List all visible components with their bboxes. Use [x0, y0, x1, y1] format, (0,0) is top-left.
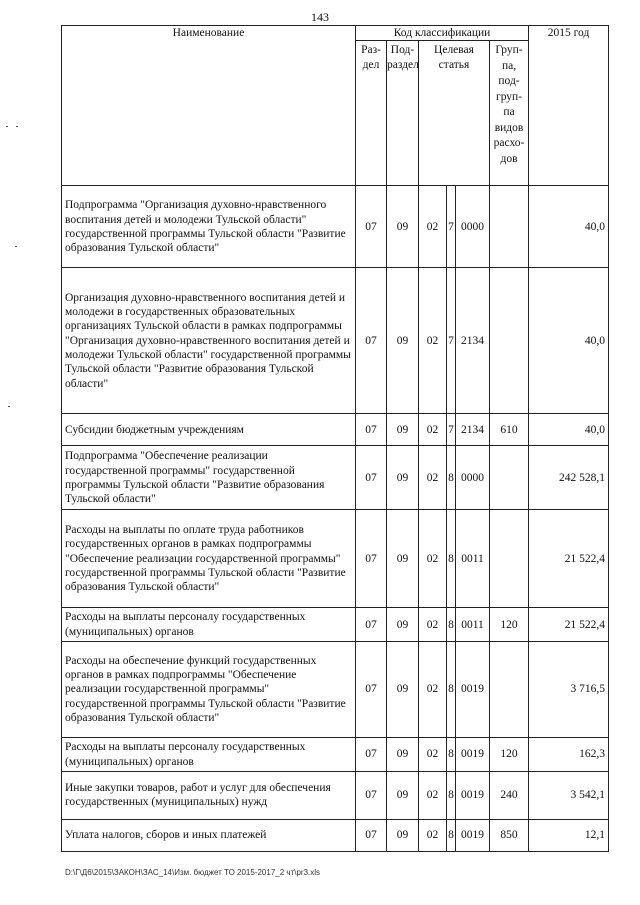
row-target-direction: 0011	[456, 608, 490, 642]
row-podrazdel: 09	[387, 642, 419, 738]
row-target-direction: 2134	[456, 414, 490, 446]
col-header-name: Наименование	[62, 26, 356, 186]
row-target-subprogram: 8	[447, 642, 456, 738]
row-target-subprogram: 8	[447, 738, 456, 772]
scan-speck	[15, 246, 17, 247]
row-name: Организация духовно-нравственного воспитания детей и молодежи в государственных образовательных организациях Тульской области в рамках подпрограммы "Организация духовно-нравственного воспитания детей и молодежи Тульской области" государственной программы Тульской области "Развитие образования Тульской области"	[62, 268, 356, 414]
row-expense-type	[490, 510, 529, 608]
row-expense-type	[490, 446, 529, 510]
row-name: Подпрограмма "Организация духовно-нравственного воспитания детей и молодежи Тульской области" государственной программы Тульской области "Развитие образования Тульской области"	[62, 186, 356, 268]
row-amount: 3 716,5	[529, 642, 609, 738]
row-name: Субсидии бюджетным учреждениям	[62, 414, 356, 446]
row-target-direction: 0019	[456, 738, 490, 772]
row-razdel: 07	[356, 738, 387, 772]
row-amount: 21 522,4	[529, 510, 609, 608]
row-target-subprogram: 8	[447, 819, 456, 851]
row-target-program: 02	[419, 819, 447, 851]
table-row	[62, 414, 609, 446]
row-amount: 40,0	[529, 414, 609, 446]
row-name: Подпрограмма "Обеспечение реализации государственной программы" государственной программы Тульской области "Развитие образования Тульской области"	[62, 446, 356, 510]
budget-table	[61, 25, 609, 852]
table-row	[62, 819, 609, 851]
row-expense-type	[490, 268, 529, 414]
row-expense-type	[490, 186, 529, 268]
row-podrazdel: 09	[387, 186, 419, 268]
scan-speck	[6, 126, 8, 127]
row-name: Расходы на обеспечение функций государственных органов в рамках подпрограммы "Обеспечение реализации государственной программы" государственной программы Тульской области "Развитие образования Тульской области"	[62, 642, 356, 738]
scan-speck	[8, 406, 10, 407]
row-podrazdel: 09	[387, 268, 419, 414]
page-number: 143	[311, 10, 329, 24]
row-target-program: 02	[419, 642, 447, 738]
table-row	[62, 268, 609, 414]
row-expense-type: 850	[490, 819, 529, 851]
col-header-year: 2015 год	[529, 26, 609, 186]
row-expense-type: 120	[490, 608, 529, 642]
row-target-direction: 0019	[456, 819, 490, 851]
table-row	[62, 608, 609, 642]
row-amount: 12,1	[529, 819, 609, 851]
row-amount: 40,0	[529, 186, 609, 268]
row-target-subprogram: 7	[447, 414, 456, 446]
table-row	[62, 642, 609, 738]
row-target-subprogram: 8	[447, 446, 456, 510]
row-razdel: 07	[356, 268, 387, 414]
col-header-podrazdel: Под- раздел	[387, 41, 419, 186]
row-name: Расходы на выплаты персоналу государственных (муниципальных) органов	[62, 608, 356, 642]
row-podrazdel: 09	[387, 738, 419, 772]
row-razdel: 07	[356, 642, 387, 738]
row-podrazdel: 09	[387, 446, 419, 510]
row-target-program: 02	[419, 268, 447, 414]
row-target-program: 02	[419, 414, 447, 446]
row-target-program: 02	[419, 738, 447, 772]
col-header-code: Код классификации	[356, 26, 529, 41]
row-podrazdel: 09	[387, 771, 419, 819]
row-expense-type: 240	[490, 771, 529, 819]
row-target-direction: 2134	[456, 268, 490, 414]
table-row	[62, 738, 609, 772]
row-amount: 40,0	[529, 268, 609, 414]
row-target-subprogram: 7	[447, 268, 456, 414]
row-razdel: 07	[356, 186, 387, 268]
row-target-direction: 0000	[456, 446, 490, 510]
row-amount: 162,3	[529, 738, 609, 772]
row-podrazdel: 09	[387, 414, 419, 446]
row-razdel: 07	[356, 771, 387, 819]
row-amount: 3 542,1	[529, 771, 609, 819]
row-target-program: 02	[419, 446, 447, 510]
row-target-direction: 0000	[456, 186, 490, 268]
table-row	[62, 446, 609, 510]
scan-speck	[16, 126, 18, 127]
row-expense-type: 610	[490, 414, 529, 446]
row-amount: 242 528,1	[529, 446, 609, 510]
row-name: Иные закупки товаров, работ и услуг для обеспечения государственных (муниципальных) нужд	[62, 771, 356, 819]
row-podrazdel: 09	[387, 819, 419, 851]
row-razdel: 07	[356, 819, 387, 851]
row-target-direction: 0019	[456, 771, 490, 819]
row-amount: 21 522,4	[529, 608, 609, 642]
row-target-subprogram: 8	[447, 608, 456, 642]
row-target-program: 02	[419, 510, 447, 608]
row-target-subprogram: 8	[447, 771, 456, 819]
row-target-subprogram: 7	[447, 186, 456, 268]
table-row	[62, 186, 609, 268]
table-row	[62, 771, 609, 819]
row-expense-type	[490, 642, 529, 738]
row-expense-type: 120	[490, 738, 529, 772]
col-header-vid: Груп- па, под- груп- па видов расхо- дов	[490, 41, 529, 186]
row-target-direction: 0019	[456, 642, 490, 738]
file-path-footer: D:\Г\Д6\2015\ЗАКОН\ЗАС_14\Изм. бюджет ТО 2015-2017_2 чт\pr3.xls	[65, 868, 321, 877]
row-target-subprogram: 8	[447, 510, 456, 608]
row-razdel: 07	[356, 608, 387, 642]
table-row	[62, 510, 609, 608]
row-target-program: 02	[419, 186, 447, 268]
col-header-razdel: Раз- дел	[356, 41, 387, 186]
row-name: Расходы на выплаты по оплате труда работников государственных органов в рамках подпрограммы "Обеспечение реализации государственной программы" государственной программы Тульской области "Развитие образования Тульской области"	[62, 510, 356, 608]
row-target-direction: 0011	[456, 510, 490, 608]
row-podrazdel: 09	[387, 510, 419, 608]
header-row-top	[62, 26, 609, 41]
row-target-program: 02	[419, 771, 447, 819]
row-razdel: 07	[356, 510, 387, 608]
row-name: Расходы на выплаты персоналу государственных (муниципальных) органов	[62, 738, 356, 772]
col-header-target: Целевая статья	[419, 41, 490, 186]
row-target-program: 02	[419, 608, 447, 642]
row-razdel: 07	[356, 414, 387, 446]
row-razdel: 07	[356, 446, 387, 510]
row-podrazdel: 09	[387, 608, 419, 642]
row-name: Уплата налогов, сборов и иных платежей	[62, 819, 356, 851]
